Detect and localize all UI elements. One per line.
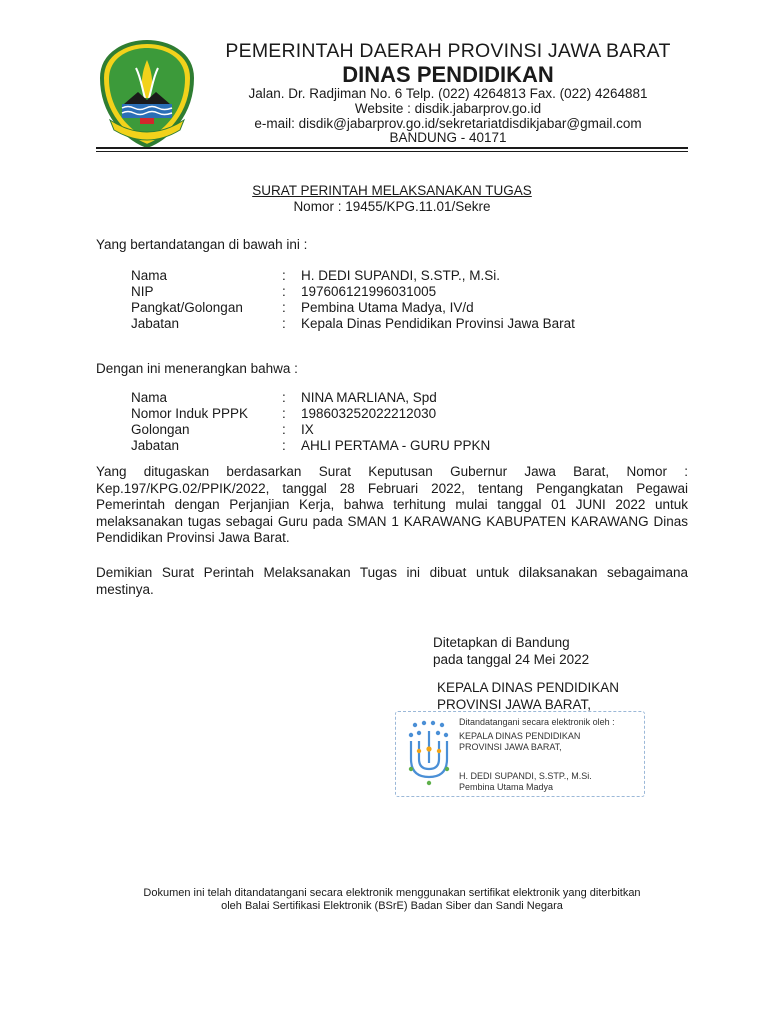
letterhead-government: PEMERINTAH DAERAH PROVINSI JAWA BARAT — [225, 40, 671, 62]
esign-position-line2: PROVINSI JAWA BARAT, — [459, 742, 562, 752]
subject-colon: : — [282, 406, 286, 421]
paragraph-assignment: Yang ditugaskan berdasarkan Surat Keputusan Gubernur Jawa Barat, Nomor : Kep.197/KPG.02/PPIK/2022, tanggal 28 Februari 2022, tentang Pengangkatan Pegawai Pemerintah dengan Perjanjian Kerja, bahwa terhitung mulai tanggal 01 JUNI 2022 untuk melaksanakan tugas sebagai Guru pada SMAN 1 KARAWANG KABUPATEN KARAWANG Dinas Pendidikan Provinsi Jawa Barat. — [96, 464, 688, 545]
signer-label-nip: NIP — [131, 284, 154, 299]
letterhead-agency: DINAS PENDIDIKAN — [342, 62, 554, 87]
electronic-signature-block — [395, 711, 645, 797]
letterhead-email: e-mail: disdik@jabarprov.go.id/sekretariatdisdikjabar@gmail.com — [254, 116, 642, 131]
signature-title-line1: KEPALA DINAS PENDIDIKAN — [437, 680, 620, 695]
subject-colon: : — [282, 422, 286, 437]
subject-label-jabatan: Jabatan — [131, 438, 180, 453]
signature-title-line2: PROVINSI JAWA BARAT, — [437, 697, 592, 712]
subject-label-nama: Nama — [131, 390, 168, 405]
signer-value-nama: H. DEDI SUPANDI, S.STP., M.Si. — [301, 268, 501, 283]
signer-label-jabatan: Jabatan — [131, 316, 180, 331]
esign-caption: Ditandatangani secara elektronik oleh : — [459, 717, 615, 727]
signature-date: pada tanggal 24 Mei 2022 — [433, 652, 590, 667]
paragraph-closing: Demikian Surat Perintah Melaksanakan Tugas ini dibuat untuk dilaksanakan sebagaimana mestinya. — [96, 565, 688, 597]
letterhead-rule-thick — [96, 147, 688, 149]
signer-value-jabatan: Kepala Dinas Pendidikan Provinsi Jawa Barat — [301, 316, 575, 331]
subject-colon: : — [282, 390, 286, 405]
jawa-barat-logo-icon — [96, 38, 198, 150]
signer-colon: : — [282, 268, 286, 283]
footer-note-line2: oleh Balai Sertifikasi Elektronik (BSrE) Badan Siber dan Sandi Negara — [221, 900, 563, 912]
signer-colon: : — [282, 284, 286, 299]
subject-label-nomor-induk: Nomor Induk PPPK — [131, 406, 249, 421]
signer-label-nama: Nama — [131, 268, 168, 283]
intro-subject: Dengan ini menerangkan bahwa : — [96, 361, 298, 376]
subject-value-jabatan: AHLI PERTAMA - GURU PPKN — [301, 438, 491, 453]
document-number: Nomor : 19455/KPG.11.01/Sekre — [293, 199, 491, 214]
letterhead-website: Website : disdik.jabarprov.go.id — [354, 101, 542, 116]
signer-colon: : — [282, 316, 286, 331]
esign-signer-name: H. DEDI SUPANDI, S.STP., M.Si. — [459, 771, 592, 781]
subject-value-nama: NINA MARLIANA, Spd — [301, 390, 437, 405]
signer-value-nip: 197606121996031005 — [301, 284, 437, 299]
document-title: SURAT PERINTAH MELAKSANAKAN TUGAS — [252, 183, 532, 198]
letterhead-city: BANDUNG - 40171 — [389, 130, 507, 145]
subject-value-golongan: IX — [301, 422, 314, 437]
subject-value-nomor-induk: 198603252022212030 — [301, 406, 437, 421]
subject-label-golongan: Golongan — [131, 422, 190, 437]
letterhead-rule-thin — [96, 151, 688, 152]
footer-note-line1: Dokumen ini telah ditandatangani secara elektronik menggunakan sertifikat elektronik yang diterbitkan — [143, 887, 641, 899]
signer-value-pangkat: Pembina Utama Madya, IV/d — [301, 300, 474, 315]
signature-place: Ditetapkan di Bandung — [433, 635, 570, 650]
signer-colon: : — [282, 300, 286, 315]
subject-colon: : — [282, 438, 286, 453]
signer-label-pangkat: Pangkat/Golongan — [131, 300, 243, 315]
intro-signer: Yang bertandatangan di bawah ini : — [96, 237, 308, 252]
letterhead-address: Jalan. Dr. Radjiman No. 6 Telp. (022) 4264813 Fax. (022) 4264881 — [248, 86, 648, 101]
esign-signer-rank: Pembina Utama Madya — [459, 782, 554, 792]
esign-position-line1: KEPALA DINAS PENDIDIKAN — [459, 731, 581, 741]
bsre-signature-logo-icon — [405, 719, 457, 791]
